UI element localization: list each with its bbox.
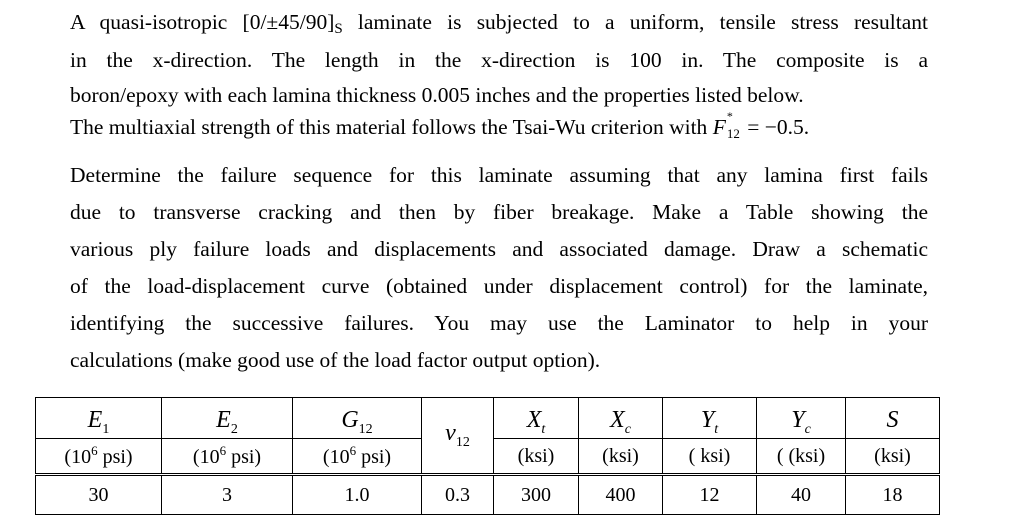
- header-cell-e2: $E_2$: [162, 398, 293, 439]
- paragraph-line: The multiaxial strength of this material follows the Tsai-Wu criterion with F * 12 = −0.5.: [70, 109, 810, 141]
- header-cell-g12: $G_{12}$: [293, 398, 422, 439]
- value-cell: 30: [36, 475, 162, 515]
- paragraph-line: various ply failure loads and displacements and associated damage. Draw a schematic: [70, 237, 928, 261]
- value-cell: 3: [162, 475, 293, 515]
- unit-cell: ( (ksi): [757, 439, 846, 475]
- paragraph-line: A quasi-isotropic $[0/\pm 45/90]_S$ laminate is subjected to a uniform, tensile stress resultant: [70, 10, 928, 37]
- header-cell-s: S: [846, 398, 940, 439]
- paragraph-line: Determine the failure sequence for this laminate assuming that any lamina first fails: [70, 163, 928, 187]
- value-cell: 18: [846, 475, 940, 515]
- tsai-wu-coefficient: F: [712, 115, 726, 139]
- problem-paragraph-1: [70, 3, 928, 149]
- paragraph-line: of the load-displacement curve (obtained under displacement control) for the laminate,: [70, 274, 928, 298]
- table-header-row: [36, 398, 940, 439]
- header-cell-e1: $E_1$: [36, 398, 162, 439]
- unit-cell: ( ksi): [663, 439, 757, 475]
- header-cell-yt: $Y_t$: [663, 398, 757, 439]
- header-cell-xt: $X_t$: [494, 398, 579, 439]
- paragraph-line: calculations (make good use of the load factor output option).: [70, 348, 601, 372]
- value-cell: 1.0: [293, 475, 422, 515]
- paragraph-line: identifying the successive failures. You may use the Laminator to help in your: [70, 311, 928, 335]
- value-cell: 400: [579, 475, 663, 515]
- value-cell: 0.3: [422, 475, 494, 515]
- unit-cell: ($10^6$ psi): [162, 439, 293, 475]
- header-cell-nu12: $\nu_{12}$: [422, 398, 494, 475]
- paragraph-line: in the x-direction. The length in the x-direction is 100 in. The composite is a: [70, 48, 928, 72]
- value-cell: 300: [494, 475, 579, 515]
- paragraph-line: boron/epoxy with each lamina thickness 0.005 inches and the properties listed below.: [70, 83, 804, 107]
- unit-cell: ($10^6$ psi): [293, 439, 422, 475]
- unit-cell: (ksi): [494, 439, 579, 475]
- value-cell: 12: [663, 475, 757, 515]
- unit-cell: (ksi): [579, 439, 663, 475]
- value-cell: 40: [757, 475, 846, 515]
- paragraph-line: due to transverse cracking and then by fiber breakage. Make a Table showing the: [70, 200, 928, 224]
- header-cell-xc: $X_c$: [579, 398, 663, 439]
- unit-cell: ($10^6$ psi): [36, 439, 162, 475]
- unit-cell: (ksi): [846, 439, 940, 475]
- table-values-row: [36, 475, 940, 515]
- problem-paragraph-2: [70, 156, 928, 378]
- material-properties-table: [35, 397, 940, 515]
- header-cell-yc: $Y_c$: [757, 398, 846, 439]
